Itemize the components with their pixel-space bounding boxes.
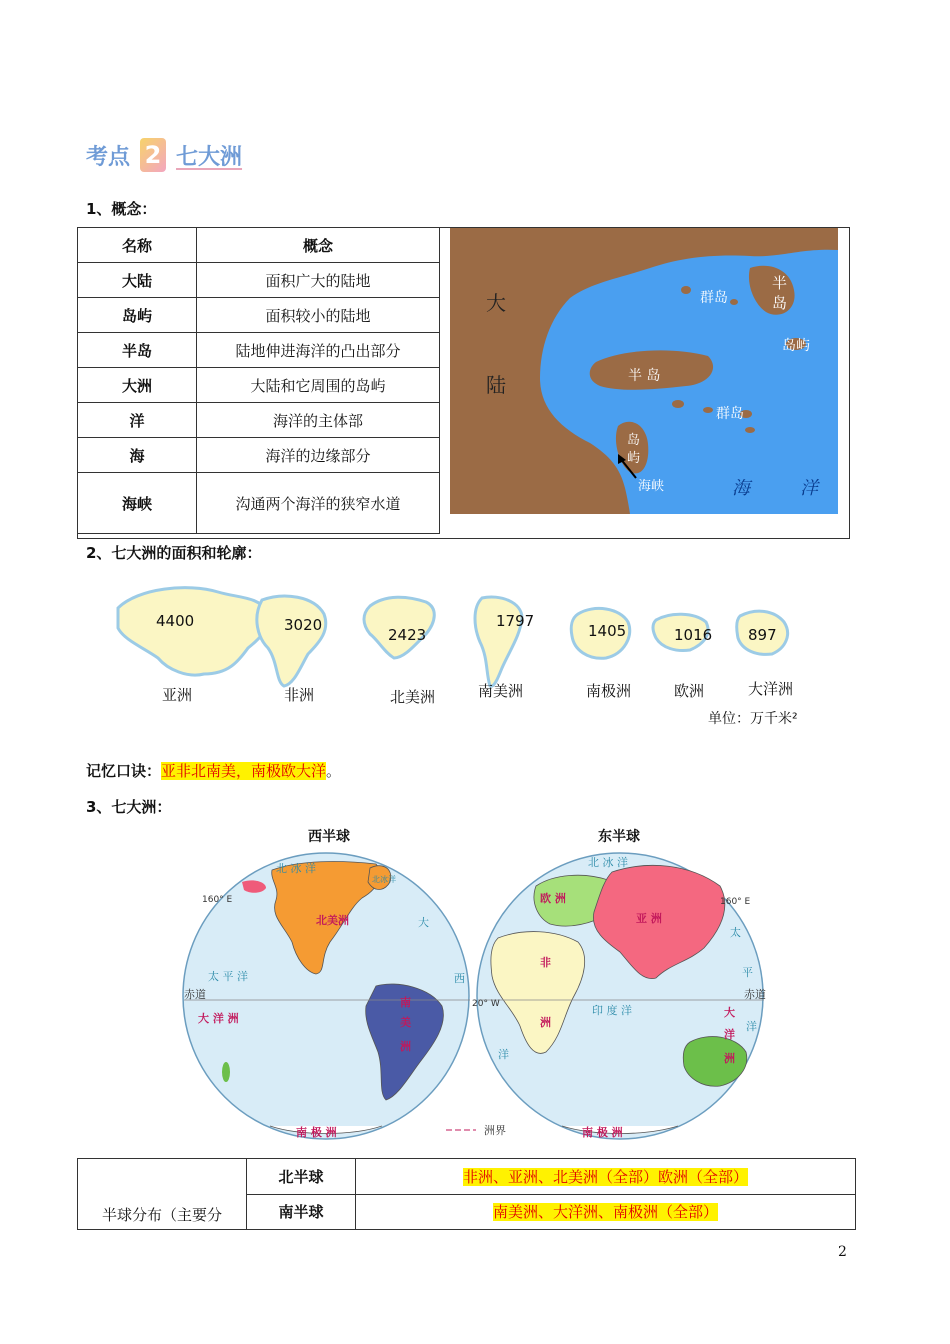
west-hemisphere-title: 西半球 bbox=[308, 829, 350, 845]
mnemonic-text: 亚非北南美，南极欧大洋 bbox=[161, 762, 327, 780]
table-header-row bbox=[78, 228, 440, 263]
unit-label: 单位：万千米² bbox=[708, 711, 798, 727]
label-lon-160-w: 160° E bbox=[202, 895, 233, 905]
label-africa-2: 洲 bbox=[540, 1016, 551, 1029]
label-pacific-e-3: 洋 bbox=[746, 1020, 757, 1033]
label-lon-160-e: 160° E bbox=[720, 897, 751, 907]
table-row bbox=[78, 403, 440, 438]
label-atlantic-w-2: 西 bbox=[454, 972, 465, 985]
label-peninsula-1: 半 bbox=[772, 274, 788, 292]
label-archipelago: 群岛 bbox=[700, 290, 728, 306]
label-atlantic-w-1: 大 bbox=[418, 916, 429, 929]
table-row bbox=[78, 333, 440, 368]
islet bbox=[672, 400, 684, 408]
label-pacific-e-2: 平 bbox=[742, 966, 753, 979]
label-mainland-2: 陆 bbox=[486, 373, 506, 397]
asia-shape bbox=[118, 588, 269, 675]
table-row bbox=[78, 473, 440, 534]
label-sa-2: 美 bbox=[400, 1016, 411, 1029]
section1-heading: 1、概念： bbox=[86, 200, 157, 218]
label-oceania-e-3: 洲 bbox=[724, 1052, 735, 1065]
label-antarctica-w: 南 极 洲 bbox=[296, 1126, 337, 1139]
label-pacific-w: 太 平 洋 bbox=[208, 970, 248, 983]
south-america-area: 1797 bbox=[496, 612, 535, 630]
row-def: 大陆和它周围的岛屿 bbox=[197, 368, 440, 403]
label-lon-20w: 20° W bbox=[472, 999, 500, 1009]
page-number: 2 bbox=[838, 1244, 847, 1260]
label-peninsula-2: 岛 bbox=[772, 294, 788, 312]
label-atlantic-e-1: 洋 bbox=[498, 1048, 509, 1061]
label-island2-2: 屿 bbox=[627, 451, 641, 466]
label-sa-1: 南 bbox=[400, 996, 411, 1009]
oceania-label: 大洋洲 bbox=[748, 680, 794, 698]
label-strait: 海峡 bbox=[638, 479, 665, 494]
islet bbox=[745, 427, 755, 433]
europe-label: 欧洲 bbox=[674, 682, 705, 700]
label-indian: 印 度 洋 bbox=[592, 1004, 632, 1017]
label-north-america: 北美洲 bbox=[316, 914, 349, 927]
oceania-area: 897 bbox=[748, 626, 777, 644]
land-sea-diagram bbox=[450, 228, 838, 514]
mnemonic-end: 。 bbox=[326, 762, 342, 780]
label-equator-e: 赤道 bbox=[744, 988, 766, 1001]
label-archipelago2: 群岛 bbox=[716, 406, 744, 422]
south-value: 南美洲、大洋洲、南极洲（全部） bbox=[492, 1203, 718, 1222]
label-sea: 海 bbox=[732, 478, 750, 499]
north-label: 北半球 bbox=[247, 1159, 356, 1195]
world-hemispheres-map bbox=[180, 846, 770, 1146]
south-label: 南半球 bbox=[247, 1194, 356, 1230]
label-antarctica-e: 南 极 洲 bbox=[582, 1126, 623, 1139]
section-number-badge: 2 bbox=[140, 138, 166, 172]
row-name: 半岛 bbox=[78, 333, 197, 368]
hemisphere-table bbox=[77, 1158, 856, 1230]
row-def: 海洋的主体部 bbox=[197, 403, 440, 438]
label-oceania-w: 大 洋 洲 bbox=[198, 1012, 239, 1025]
islet bbox=[703, 407, 713, 413]
row-def: 海洋的边缘部分 bbox=[197, 438, 440, 473]
south-america-label: 南美洲 bbox=[478, 682, 524, 700]
label-oceania-e-1: 大 bbox=[724, 1006, 735, 1019]
africa-shape bbox=[257, 596, 326, 686]
table-row bbox=[78, 438, 440, 473]
row-name: 大洲 bbox=[78, 368, 197, 403]
continents-figure bbox=[108, 578, 838, 728]
table-row bbox=[78, 263, 440, 298]
islet-west bbox=[222, 1062, 230, 1082]
islet bbox=[681, 286, 691, 294]
label-peninsula-mid: 半 岛 bbox=[628, 368, 661, 384]
label-ocean: 洋 bbox=[800, 478, 818, 499]
label-arctic-w: 北 冰 洋 bbox=[276, 862, 316, 875]
mnemonic-label: 记忆口诀： bbox=[86, 762, 162, 780]
table-row bbox=[78, 368, 440, 403]
north-value-cell bbox=[356, 1159, 856, 1195]
asia-area: 4400 bbox=[156, 612, 195, 630]
africa-area: 3020 bbox=[284, 616, 323, 634]
label-arctic-e: 北 冰 洋 bbox=[588, 856, 628, 869]
continent-shapes bbox=[108, 578, 838, 728]
label-greenland: 北冰洋 bbox=[372, 875, 396, 884]
antarctica-area: 1405 bbox=[588, 622, 627, 640]
label-asia: 亚 洲 bbox=[636, 912, 662, 925]
label-sa-3: 洲 bbox=[400, 1040, 411, 1053]
section-title: 七大洲 bbox=[176, 144, 243, 170]
section-label: 考点 bbox=[86, 144, 131, 170]
north-value: 非洲、亚洲、北美洲（全部）欧洲（全部） bbox=[462, 1167, 748, 1186]
section-header bbox=[86, 138, 242, 172]
row-name: 岛屿 bbox=[78, 298, 197, 333]
hemi-row-label: 半球分布（主要分 bbox=[78, 1159, 247, 1230]
antarctica-label: 南极洲 bbox=[586, 682, 632, 700]
row-def: 陆地伸进海洋的凸出部分 bbox=[197, 333, 440, 368]
north-america-label: 北美洲 bbox=[390, 688, 436, 706]
label-mainland-1: 大 bbox=[486, 291, 506, 315]
mnemonic-line bbox=[86, 760, 341, 781]
row-name: 洋 bbox=[78, 403, 197, 438]
label-island2-1: 岛 bbox=[627, 433, 641, 448]
africa-label: 非洲 bbox=[284, 686, 315, 704]
europe-area: 1016 bbox=[674, 626, 713, 644]
table-row bbox=[78, 298, 440, 333]
label-africa-1: 非 bbox=[540, 956, 551, 969]
label-oceania-e-2: 洋 bbox=[724, 1028, 735, 1041]
section3-heading: 3、七大洲： bbox=[86, 798, 172, 816]
concept-table bbox=[77, 227, 440, 534]
row-def: 面积较小的陆地 bbox=[197, 298, 440, 333]
north-america-area: 2423 bbox=[388, 626, 427, 644]
col-header-def: 概念 bbox=[197, 228, 440, 263]
row-name: 大陆 bbox=[78, 263, 197, 298]
label-island: 岛屿 bbox=[782, 338, 810, 354]
section2-heading: 2、七大洲的面积和轮廓： bbox=[86, 544, 262, 562]
south-america-shape bbox=[475, 597, 522, 686]
row-def: 沟通两个海洋的狭窄水道 bbox=[197, 473, 440, 534]
row-name: 海峡 bbox=[78, 473, 197, 534]
row-name: 海 bbox=[78, 438, 197, 473]
row-def: 面积广大的陆地 bbox=[197, 263, 440, 298]
asia-label: 亚洲 bbox=[162, 686, 193, 704]
south-value-cell bbox=[356, 1194, 856, 1230]
table-row bbox=[78, 1159, 856, 1195]
label-pacific-e-1: 太 bbox=[730, 926, 741, 939]
islet bbox=[730, 299, 738, 305]
col-header-name: 名称 bbox=[78, 228, 197, 263]
east-hemisphere-title: 东半球 bbox=[598, 829, 640, 845]
label-equator-w: 赤道 bbox=[184, 988, 206, 1001]
label-legend: 洲界 bbox=[484, 1124, 506, 1137]
label-europe: 欧 洲 bbox=[540, 892, 566, 905]
